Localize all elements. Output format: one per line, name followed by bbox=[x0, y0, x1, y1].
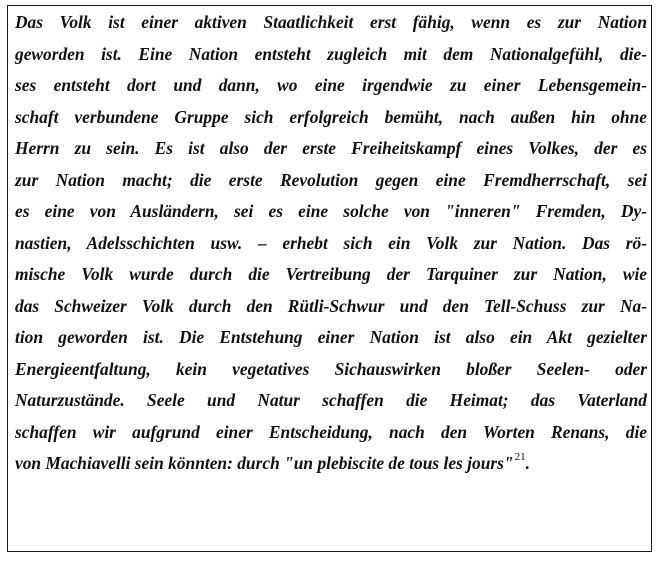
paragraph-line: es eine von Ausländern, sei es eine solche von "inneren" Fremden, Dy- bbox=[15, 201, 647, 221]
paragraph-line: Das Volk ist einer aktiven Staatlichkeit erst fähig, wenn es zur Nation bbox=[15, 12, 647, 32]
paragraph-line: Energieentfaltung, kein vegetatives Sichauswirken bloßer Seelen- oder bbox=[15, 358, 647, 379]
last-line-period: . bbox=[525, 453, 530, 473]
paragraph-line: schaffen wir aufgrund einer Entscheidung, nach den Worten Renans, die bbox=[15, 421, 647, 442]
paragraph-line: mische Volk wurde durch die Vertreibung der Tarquiner zur Nation, wie bbox=[15, 264, 647, 284]
paragraph-line: nastien, Adelsschichten usw. – erhebt sich ein Volk zur Nation. Das rö- bbox=[15, 232, 647, 253]
paragraph-line: Herrn zu sein. Es ist also der erste Freiheitskampf eines Volkes, der es bbox=[15, 138, 647, 158]
paragraph-line: geworden ist. Eine Nation entsteht zugleich mit dem Nationalgefühl, die- bbox=[15, 43, 647, 64]
paragraph-line: tion geworden ist. Die Entstehung einer Nation ist also ein Akt gezielter bbox=[15, 327, 647, 347]
paragraph-last-line bbox=[15, 453, 647, 485]
paragraph-line: das Schweizer Volk durch den Rütli-Schwur und den Tell-Schuss zur Na- bbox=[15, 295, 647, 316]
paragraph-line: Naturzustände. Seele und Natur schaffen die Heimat; das Vaterland bbox=[15, 390, 647, 410]
paragraph-line: schaft verbundene Gruppe sich erfolgreich bemüht, nach außen hin ohne bbox=[15, 106, 647, 127]
footnote-reference[interactable]: 21 bbox=[514, 451, 526, 463]
paragraph-line: zur Nation macht; die erste Revolution gegen eine Fremdherrschaft, sei bbox=[15, 169, 647, 190]
last-line-text: von Machiavelli sein könnten: durch "un plebiscite de tous les jours" bbox=[15, 453, 514, 473]
paragraph-line: ses entsteht dort und dann, wo eine irgendwie zu einer Lebensgemein- bbox=[15, 75, 647, 95]
quote-paragraph bbox=[15, 12, 647, 485]
